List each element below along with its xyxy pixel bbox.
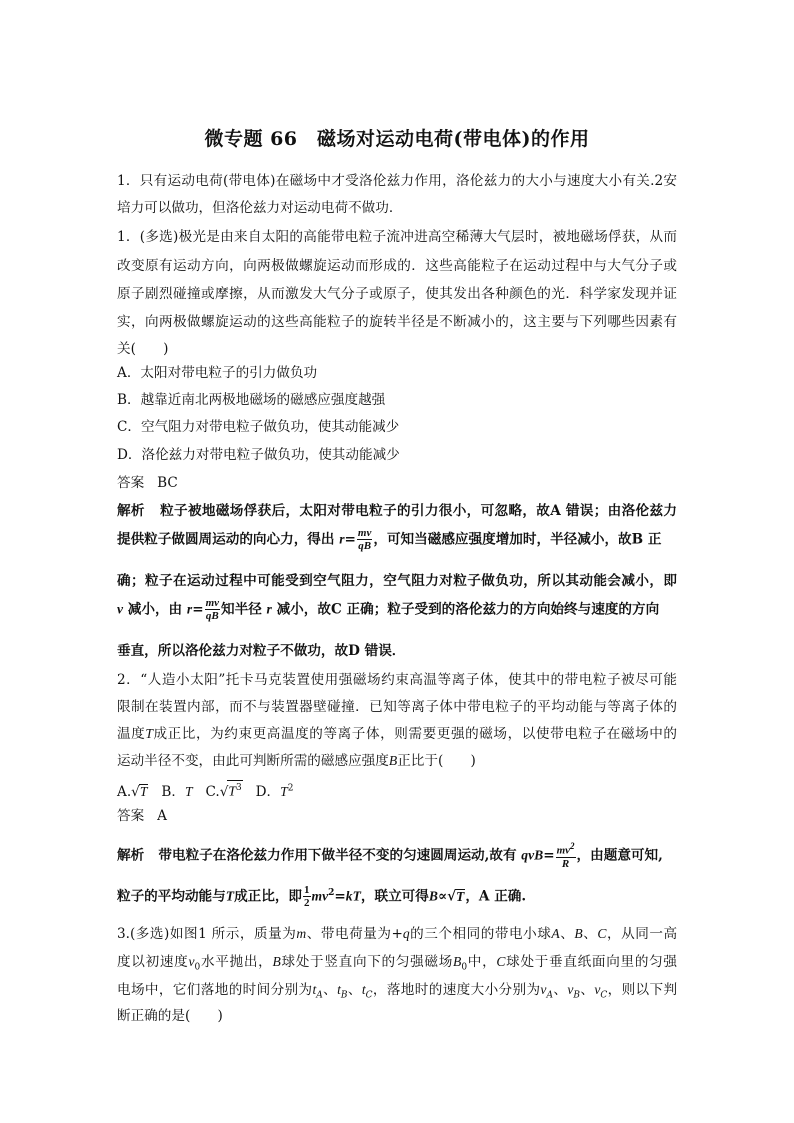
page-title: 微专题 66 磁场对运动电荷(带电体)的作用 [204, 128, 590, 150]
q1-stem-line: 1．(多选)极光是由来自太阳的高能带电粒子流冲进高空稀薄大气层时，被地磁场俘获，从而 [117, 229, 677, 245]
q1-stem-line: 实，向两极做螺旋运动的这些高能粒子的旋转半径是不断减小的，这主要与下列哪些因素有 [117, 314, 677, 330]
formula-r-mv-qb: $\frac{mv}{qB}$ [205, 597, 220, 622]
q1-analysis-line: 解析 粒子被地磁场俘获后，太阳对带电粒子的引力很小，可忽略，故A 错误；由洛伦兹力 [117, 503, 677, 519]
formula-r-mv-qb: $\frac{mv}{qB}$ [357, 527, 372, 552]
q1-analysis-line: v 减小，由 r= $\frac{mv}{qB}$ 知半径 r 减小，故C 正确；粒子受到的洛伦兹力的方向始终与速度的方向 [117, 597, 660, 622]
q2-stem-line: 运动半径不变，由此可判断所需的磁感应强度B正比于( ) [117, 753, 476, 769]
formula-half: $\frac{1}{2}$ [304, 884, 310, 910]
answer-label: 答案 [117, 475, 145, 491]
q1-option-d: D．洛伦兹力对带电粒子做负功，使其动能减少 [117, 447, 400, 463]
q2-answer [117, 807, 677, 825]
q3-stem-line: 度以初速度$v_0$水平抛出，B球处于竖直向下的匀强磁场$B_0$中，C球处于垂直纸面向里的匀强 [117, 954, 678, 973]
q1-analysis-line: 垂直，所以洛伦兹力对粒子不做功，故D 错误． [117, 643, 406, 659]
q1-option-b: B．越靠近南北两极地磁场的磁感应强度越强 [117, 392, 386, 408]
q3-stem-line: 电场中，它们落地的时间分别为$t_A$、$t_B$、$t_C$，落地时的速度大小分别为$v_A$、$v_B$、$v_C$，则以下判 [117, 982, 678, 1001]
q1-analysis-line: 确；粒子在运动过程中可能受到空气阻力，空气阻力对粒子做负功，所以其动能会减小，即 [117, 573, 677, 589]
formula-mv2-r: $\frac{mv^2}{R}$ [556, 841, 575, 870]
q1-answer [117, 474, 677, 492]
q2-option-b: B．T [161, 783, 193, 800]
q1-stem-line: 原子剧烈碰撞或摩擦，从而激发大气分子或原子，使其发出各种颜色的光．科学家发现并证 [117, 286, 677, 302]
q2-option-c: $C.√T^3$ [205, 784, 242, 800]
q1-analysis-line: 提供粒子做圆周运动的向心力，得出 r= $\frac{mv}{qB}$ ，可知当磁感应强度增加时，半径减小，故B 正 [117, 527, 662, 552]
intro-line: 培力可以做功，但洛伦兹力对运动电荷不做功． [117, 200, 403, 216]
q3-stem-line: 断正确的是( ) [117, 1008, 223, 1024]
analysis-label: 解析 [117, 847, 145, 864]
q2-stem-line: 限制在装置内部，而不与装置器壁碰撞．已知等离子体中带电粒子的平均动能与等离子体的 [117, 699, 677, 715]
q2-stem-line: 2．“人造小太阳”托卡马克装置使用强磁场约束高温等离子体，使其中的带电粒子被尽可能 [117, 672, 677, 688]
q2-analysis-line: 粒子的平均动能与T成正比，即 $\frac{1}{2}$ $mv^2=kT$，联立可得B∝√T，A 正确. [117, 884, 527, 910]
q2-option-d: D．$T^2$ [255, 783, 294, 800]
q1-stem-line: 关( ) [117, 341, 169, 357]
analysis-label: 解析 [117, 503, 145, 519]
answer-label: 答案 [117, 808, 145, 824]
intro-line: 1．只有运动电荷(带电体)在磁场中才受洛伦兹力作用，洛伦兹力的大小与速度大小有关.2安 [117, 173, 677, 189]
q2-stem-line: 温度T成正比，为约束更高温度的等离子体，则需要更强的磁场，以使带电粒子在磁场中的 [117, 726, 678, 742]
answer-value: A [157, 808, 167, 824]
q2-analysis-line: 解析 带电粒子在洛伦兹力作用下做半径不变的匀速圆周运动,故有 qvB= $\frac{mv^2}{R}$ ，由题意可知, [117, 841, 663, 870]
q3-stem-line: 3.(多选)如图1 所示，质量为m、带电荷量为+q的三个相同的带电小球A、B、C，从同一高 [117, 926, 678, 942]
q1-option-c: C．空气阻力对带电粒子做负功，使其动能减少 [117, 419, 400, 435]
q2-option-a: A.√T [117, 783, 148, 800]
q1-stem-line: 改变原有运动方向，向两极做螺旋运动而形成的．这些高能粒子在运动过程中与大气分子或 [117, 258, 677, 274]
q2-options [117, 779, 677, 801]
q1-option-a: A．太阳对带电粒子的引力做负功 [117, 365, 318, 381]
answer-value: BC [157, 475, 178, 491]
